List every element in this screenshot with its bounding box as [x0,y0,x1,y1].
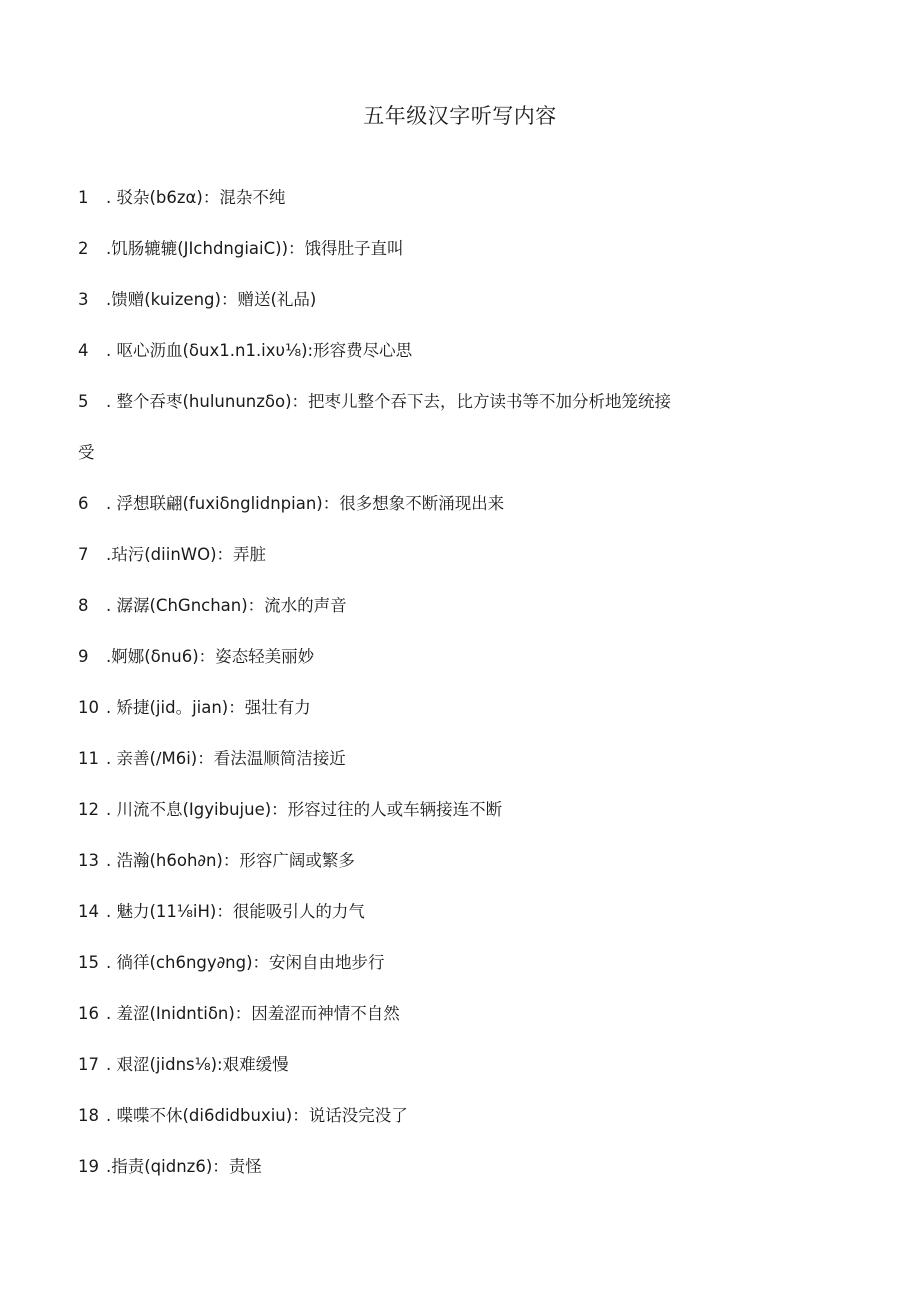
list-item [78,937,838,988]
list-item [78,325,838,376]
list-item [78,733,838,784]
dictation-list [78,172,838,1192]
item-number: 3 [78,290,89,309]
list-item [78,988,838,1039]
item-text: . 潺潺(ChGnchan)：流水的声音 [106,596,347,615]
item-number: 10 [78,698,99,717]
list-item [78,631,838,682]
item-number: 14 [78,902,99,921]
list-item [78,1039,838,1090]
item-number: 19 [78,1157,99,1176]
item-text: . 浩瀚(h6oh∂n)：形容广阔或繁多 [106,851,355,870]
item-text: .婀娜(δnu6)：姿态轻美丽妙 [106,647,315,666]
list-item [78,172,838,223]
item-text: . 羞涩(Inidntiδn)：因羞涩而神情不自然 [106,1004,400,1023]
item-text: . 驳杂(b6zα)：混杂不纯 [106,188,286,207]
list-item [78,784,838,835]
item-number: 7 [78,545,89,564]
item-text: .玷污(diinWO)：弄脏 [106,545,267,564]
item-text: . 整个吞枣(hulununzδo)：把枣儿整个吞下去，比方读书等不加分析地笼统接 [106,392,672,411]
list-item [78,886,838,937]
list-item [78,478,838,529]
item-number: 13 [78,851,99,870]
list-item [78,1090,838,1141]
page-title: 五年级汉字听写内容 [363,104,557,128]
item-number: 4 [78,341,89,360]
item-number: 16 [78,1004,99,1023]
list-item [78,376,838,478]
list-item [78,529,838,580]
item-text: . 魅力(11⅛iH)：很能吸引人的力气 [106,902,365,921]
item-number: 5 [78,392,89,411]
item-number: 18 [78,1106,99,1125]
list-item [78,835,838,886]
item-text: . 艰涩(jidns⅛):艰难缓慢 [106,1055,289,1074]
item-number: 8 [78,596,89,615]
item-text: .饥肠辘辘(JIchdngiaiC))：饿得肚子直叫 [106,239,404,258]
item-number: 15 [78,953,99,972]
item-number: 2 [78,239,89,258]
item-number: 12 [78,800,99,819]
list-item [78,682,838,733]
item-number: 1 [78,188,89,207]
item-text: . 川流不息(Igyibujue)：形容过往的人或车辆接连不断 [106,800,503,819]
list-item [78,1141,838,1192]
item-text: . 徜徉(ch6ngy∂ng)：安闲自由地步行 [106,953,385,972]
item-text: . 亲善(∕M6i)：看法温顺简洁接近 [106,749,346,768]
list-item [78,223,838,274]
item-text: . 呕心沥血(δux1.n1.ixυ⅛):形容费尽心思 [106,341,413,360]
item-text: . 喋喋不休(di6didbuxiu)：说话没完没了 [106,1106,408,1125]
list-item [78,580,838,631]
item-text: .指责(qidnz6)：责怪 [106,1157,262,1176]
item-text: .馈赠(kuizeng)：赠送(礼品) [106,290,317,309]
item-number: 11 [78,749,99,768]
item-number: 9 [78,647,89,666]
item-text: . 浮想联翩(fuxiδnglidnpian)：很多想象不断涌现出来 [106,494,505,513]
item-number: 17 [78,1055,99,1074]
list-item [78,274,838,325]
item-text-continuation: 受 [78,443,95,462]
item-number: 6 [78,494,89,513]
item-text: . 矫捷(jid。jian)：强壮有力 [106,698,311,717]
